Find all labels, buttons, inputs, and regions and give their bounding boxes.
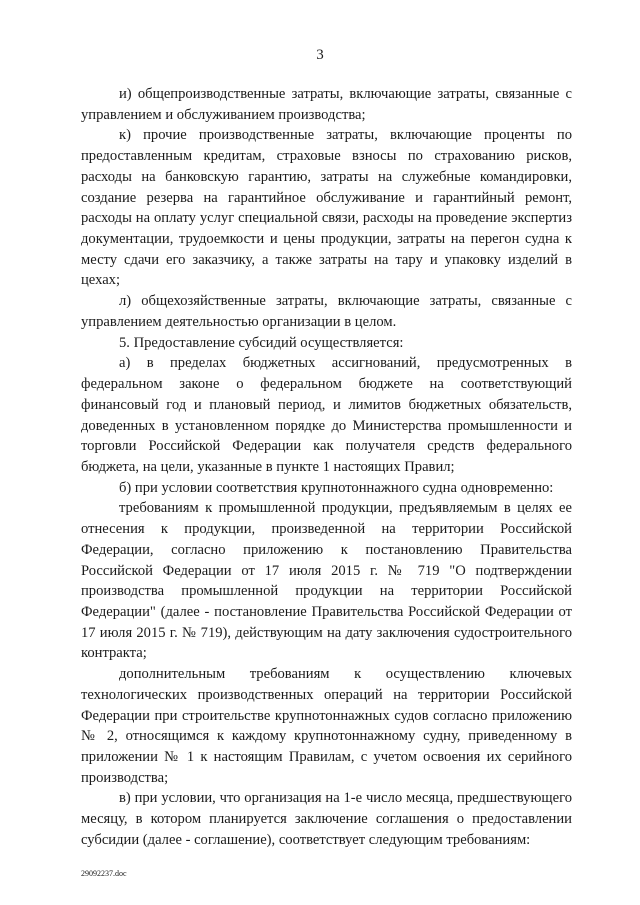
footer-document-code: 29092237.doc — [81, 869, 127, 878]
paragraph-item-i: и) общепроизводственные затраты, включающие затраты, связанные с управлением и обслуживанием производства; — [81, 86, 572, 123]
paragraph-section-5: 5. Предоставление субсидий осуществляется: — [119, 334, 404, 351]
paragraph-item-a: а) в пределах бюджетных ассигнований, предусмотренных в федеральном законе о федеральном бюджете на соответствующий финансовый год и плановый период, и лимитов бюджетных обязательств, доведенных в установленном порядке до Министерства промышленности и торговли Российской Федерации как получателя средств федерального бюджета, на цели, указанные в пункте 1 настоящих Правил; — [81, 355, 572, 475]
paragraph-item-l: л) общехозяйственные затраты, включающие затраты, связанные с управлением деятельностью организации в целом. — [81, 293, 572, 330]
paragraph-item-b: б) при условии соответствия крупнотоннажного судна одновременно: — [119, 479, 554, 496]
document-body — [81, 84, 572, 851]
paragraph-item-k: к) прочие производственные затраты, включающие проценты по предоставленным кредитам, страховые взносы по страхованию рисков, расходы на банковскую гарантию, затраты на служебные командировки, создание резерва на гарантийное обслуживание и гарантийный ремонт, расходы на оплату услуг специальной связи, расходы на проведение экспертиз документации, трудоемкости и цены продукции, затраты на перегон судна к месту сдачи его заказчику, а также затраты на тару и упаковку изделий в цехах; — [81, 127, 572, 289]
paragraph-requirements-industrial: требованиям к промышленной продукции, предъявляемым в целях ее отнесения к продукции, произведенной на территории Российской Федерации, согласно приложению к постановлению Правительства Российской Федерации от 17 июля 2015 г. № 719 "О подтверждении производства промышленной продукции на территории Российской Федерации" (далее - постановление Правительства Российской Федерации от 17 июля 2015 г. № 719), действующим на дату заключения судостроительного контракта; — [81, 500, 572, 662]
page-number: 3 — [316, 47, 324, 63]
paragraph-requirements-additional: дополнительным требованиям к осуществлению ключевых технологических производственных операций на территории Российской Федерации при строительстве крупнотоннажных судов согласно приложению № 2, относящимся к каждому крупнотоннажному судну, приведенному в приложении № 1 к настоящим Правилам, с учетом освоения их серийного производства; — [81, 666, 572, 786]
paragraph-item-v: в) при условии, что организация на 1-е число месяца, предшествующего месяцу, в котором планируется заключение соглашения о предоставлении субсидии (далее - соглашение), соответствует следующим требованиям: — [81, 790, 572, 848]
